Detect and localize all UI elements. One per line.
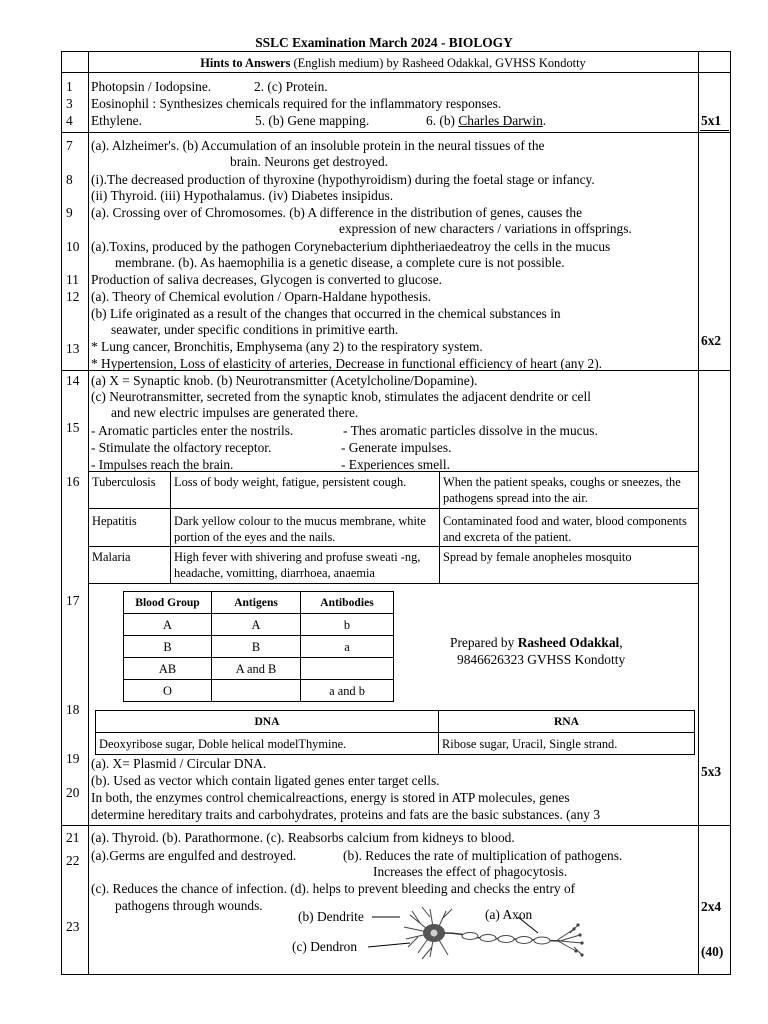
prepared-comma: , (619, 635, 623, 650)
answer-line: (a) X = Synaptic knob. (b) Neurotransmitter (Acetylcholine/Dopamine). (91, 373, 478, 388)
qnum: 18 (66, 702, 80, 717)
disease-cell (170, 471, 440, 509)
smell-step: - Aromatic particles enter the nostrils. (91, 423, 294, 438)
qnum: 15 (66, 420, 80, 435)
disease-cell (170, 508, 440, 547)
subtitle-bold: Hints to Answers (200, 56, 291, 70)
answer-line: (a). Crossing over of Chromosomes. (b) A difference in the distribution of genes, causes the (91, 205, 583, 220)
qnum: 23 (66, 919, 80, 934)
disease-symptoms: Loss of body weight, fatigue, persistent cough. (174, 475, 407, 489)
qnum: 9 (66, 205, 73, 220)
prepared-by (450, 634, 623, 651)
author-name: Rasheed Odakkal (517, 635, 620, 650)
qnum: 22 (66, 853, 80, 868)
subtitle-rest: (English medium) by Rasheed Odakkal, GVHSS Kondotty (290, 56, 586, 70)
qnum: 19 (66, 751, 80, 766)
blood-cell: b (300, 613, 394, 636)
qnum: 17 (66, 593, 80, 608)
smell-step: - Thes aromatic particles dissolve in the mucus. (343, 423, 598, 438)
blood-cell: a and b (300, 679, 394, 702)
blood-header: Antigens (211, 591, 301, 614)
qnum: 8 (66, 172, 73, 187)
blood-cell: A and B (211, 657, 301, 680)
answer-line: pathogens through wounds. (115, 898, 263, 913)
answer-line: (a). Theory of Chemical evolution / Oparn-Haldane hypothesis. (91, 289, 432, 304)
disease-spread: When the patient speaks, coughs or sneezes, the pathogens spread into the air. (443, 475, 681, 505)
disease-cell (170, 546, 440, 584)
blood-cell: A (211, 613, 301, 636)
answer-q6 (426, 112, 546, 129)
answer-line: (b). Used as vector which contain ligated genes enter target cells. (91, 773, 440, 788)
blood-header: Blood Group (123, 591, 212, 614)
answer-line: Increases the effect of phagocytosis. (373, 864, 568, 879)
disease-spread: Spread by female anopheles mosquito (443, 550, 632, 564)
marks-underline (700, 130, 729, 131)
qnum: 10 (66, 239, 80, 254)
qnum: 1 (66, 79, 73, 94)
blood-cell: B (211, 635, 301, 658)
blood-cell (211, 679, 301, 702)
answer-q5: 5. (b) Gene mapping. (255, 113, 370, 128)
rna-header: RNA (438, 710, 695, 733)
disease-name: Tuberculosis (92, 475, 156, 489)
frame-bottom (61, 974, 731, 975)
blood-cell: a (300, 635, 394, 658)
frame-left (61, 51, 62, 975)
answer-line: (a).Germs are engulfed and destroyed. (91, 848, 297, 863)
disease-cell (439, 546, 699, 584)
disease-name: Malaria (92, 550, 131, 564)
answer-q2: 2. (c) Protein. (254, 79, 328, 94)
frame-top (61, 51, 731, 52)
answer-q3: Eosinophil : Synthesizes chemicals required for the inflammatory responses. (91, 96, 502, 111)
answer-q1: Photopsin / Iodopsine. (91, 79, 212, 94)
disease-spread: Contaminated food and water, blood components and excreta of the patient. (443, 514, 687, 544)
axon-label: (a) Axon (485, 907, 533, 922)
answer-line: (b) Life originated as a result of the changes that occurred in the chemical substances in (91, 306, 561, 321)
frame-right (730, 51, 731, 975)
answer-line: * Hypertension, Loss of elasticity of arteries, Decrease in functional efficiency of heart (any 2). (91, 356, 603, 371)
blood-cell (300, 657, 394, 680)
smell-step: - Generate impulses. (341, 440, 452, 455)
blood-cell: O (123, 679, 212, 702)
answer-q6-name: Charles Darwin (458, 113, 543, 128)
answer-line: membrane. (b). As haemophilia is a genetic disease, a complete cure is not possible. (115, 255, 565, 270)
answer-line: determine hereditary traits and carbohydrates, proteins and fats are the basic substances. (any 3 (91, 807, 601, 822)
section1-divider (61, 132, 731, 133)
subtitle (88, 55, 698, 71)
qnum: 21 (66, 830, 80, 845)
answer-line: * Lung cancer, Bronchitis, Emphysema (any 2) to the respiratory system. (91, 339, 483, 354)
qnum: 7 (66, 138, 73, 153)
answer-line: brain. Neurons get destroyed. (230, 154, 389, 169)
qnum: 20 (66, 785, 80, 800)
prepared-label: Prepared by (450, 635, 518, 650)
answer-line: (ii) Thyroid. (iii) Hypothalamus. (iv) Diabetes insipidus. (91, 188, 394, 203)
blood-cell: AB (123, 657, 212, 680)
qnum: 16 (66, 474, 80, 489)
smell-step: - Experiences smell. (341, 457, 450, 472)
answer-line: (a). X= Plasmid / Circular DNA. (91, 756, 267, 771)
qnum: 12 (66, 289, 80, 304)
answer-line: expression of new characters / variations in offsprings. (339, 221, 632, 236)
dna-header: DNA (95, 710, 439, 733)
answer-line: (b). Reduces the rate of multiplication of pathogens. (343, 848, 623, 863)
answer-q6-prefix: 6. (b) (426, 113, 459, 128)
disease-cell (439, 471, 699, 509)
section3-divider (61, 825, 731, 826)
answer-line: (c). Reduces the chance of infection. (d). helps to prevent bleeding and checks the entry of (91, 881, 576, 896)
marks-label: (40) (701, 944, 724, 959)
answer-line: and new electric impulses are generated there. (111, 405, 359, 420)
answer-line: (a). Alzheimer's. (b) Accumulation of an insoluble protein in the neural tissues of the (91, 138, 545, 153)
answer-line: In both, the enzymes control chemicalreactions, energy is stored in ATP molecules, genes (91, 790, 570, 805)
disease-cell (88, 508, 171, 547)
answer-line: (a). Thyroid. (b). Parathormone. (c). Reabsorbs calcium from kidneys to blood. (91, 830, 515, 845)
qnum: 3 (66, 96, 73, 111)
answer-line: (i).The decreased production of thyroxine (hypothyroidism) during the foetal stage or infancy. (91, 172, 595, 187)
answer-line: seawater, under specific conditions in primitive earth. (111, 322, 399, 337)
disease-cell (439, 508, 699, 547)
disease-name: Hepatitis (92, 514, 137, 528)
dna-cell: Deoxyribose sugar, Doble helical modelThymine. (95, 732, 439, 755)
answer-q6-dot: . (542, 113, 547, 128)
answer-line: Production of saliva decreases, Glycogen is converted to glucose. (91, 272, 443, 287)
neuron-diagram-icon (360, 903, 590, 963)
qnum: 4 (66, 113, 73, 128)
header-divider (61, 72, 731, 73)
page-title: SSLC Examination March 2024 - BIOLOGY (255, 35, 513, 50)
smell-step: - Stimulate the olfactory receptor. (91, 440, 272, 455)
qnum: 14 (66, 373, 80, 388)
marks-label: 5x1 (701, 113, 722, 128)
blood-cell: B (123, 635, 212, 658)
marks-label: 6x2 (701, 333, 722, 348)
answer-q4: Ethylene. (91, 113, 142, 128)
disease-symptoms: High fever with shivering and profuse sweati -ng, headache, vomitting, diarrhoea, anaemia (174, 550, 421, 580)
blood-header: Antibodies (300, 591, 394, 614)
qnum: 13 (66, 341, 80, 356)
disease-symptoms: Dark yellow colour to the mucus membrane, white portion of the eyes and the nails. (174, 514, 426, 544)
marks-label: 2x4 (701, 899, 722, 914)
marks-label: 5x3 (701, 764, 722, 779)
disease-cell (88, 546, 171, 584)
answer-line: (c) Neurotransmitter, secreted from the synaptic knob, stimulates the adjacent dendrite or cell (91, 389, 591, 404)
rna-cell: Ribose sugar, Uracil, Single strand. (438, 732, 695, 755)
author-contact: 9846626323 GVHSS Kondotty (457, 652, 626, 667)
dendron-label: (c) Dendron (292, 939, 358, 954)
blood-cell: A (123, 613, 212, 636)
qnum: 11 (66, 272, 79, 287)
dendrite-label: (b) Dendrite (298, 909, 364, 924)
disease-cell (88, 471, 171, 509)
answer-line: (a).Toxins, produced by the pathogen Corynebacterium diphtheriaedeatroy the cells in the mucus (91, 239, 611, 254)
smell-step: - Impulses reach the brain. (91, 457, 234, 472)
